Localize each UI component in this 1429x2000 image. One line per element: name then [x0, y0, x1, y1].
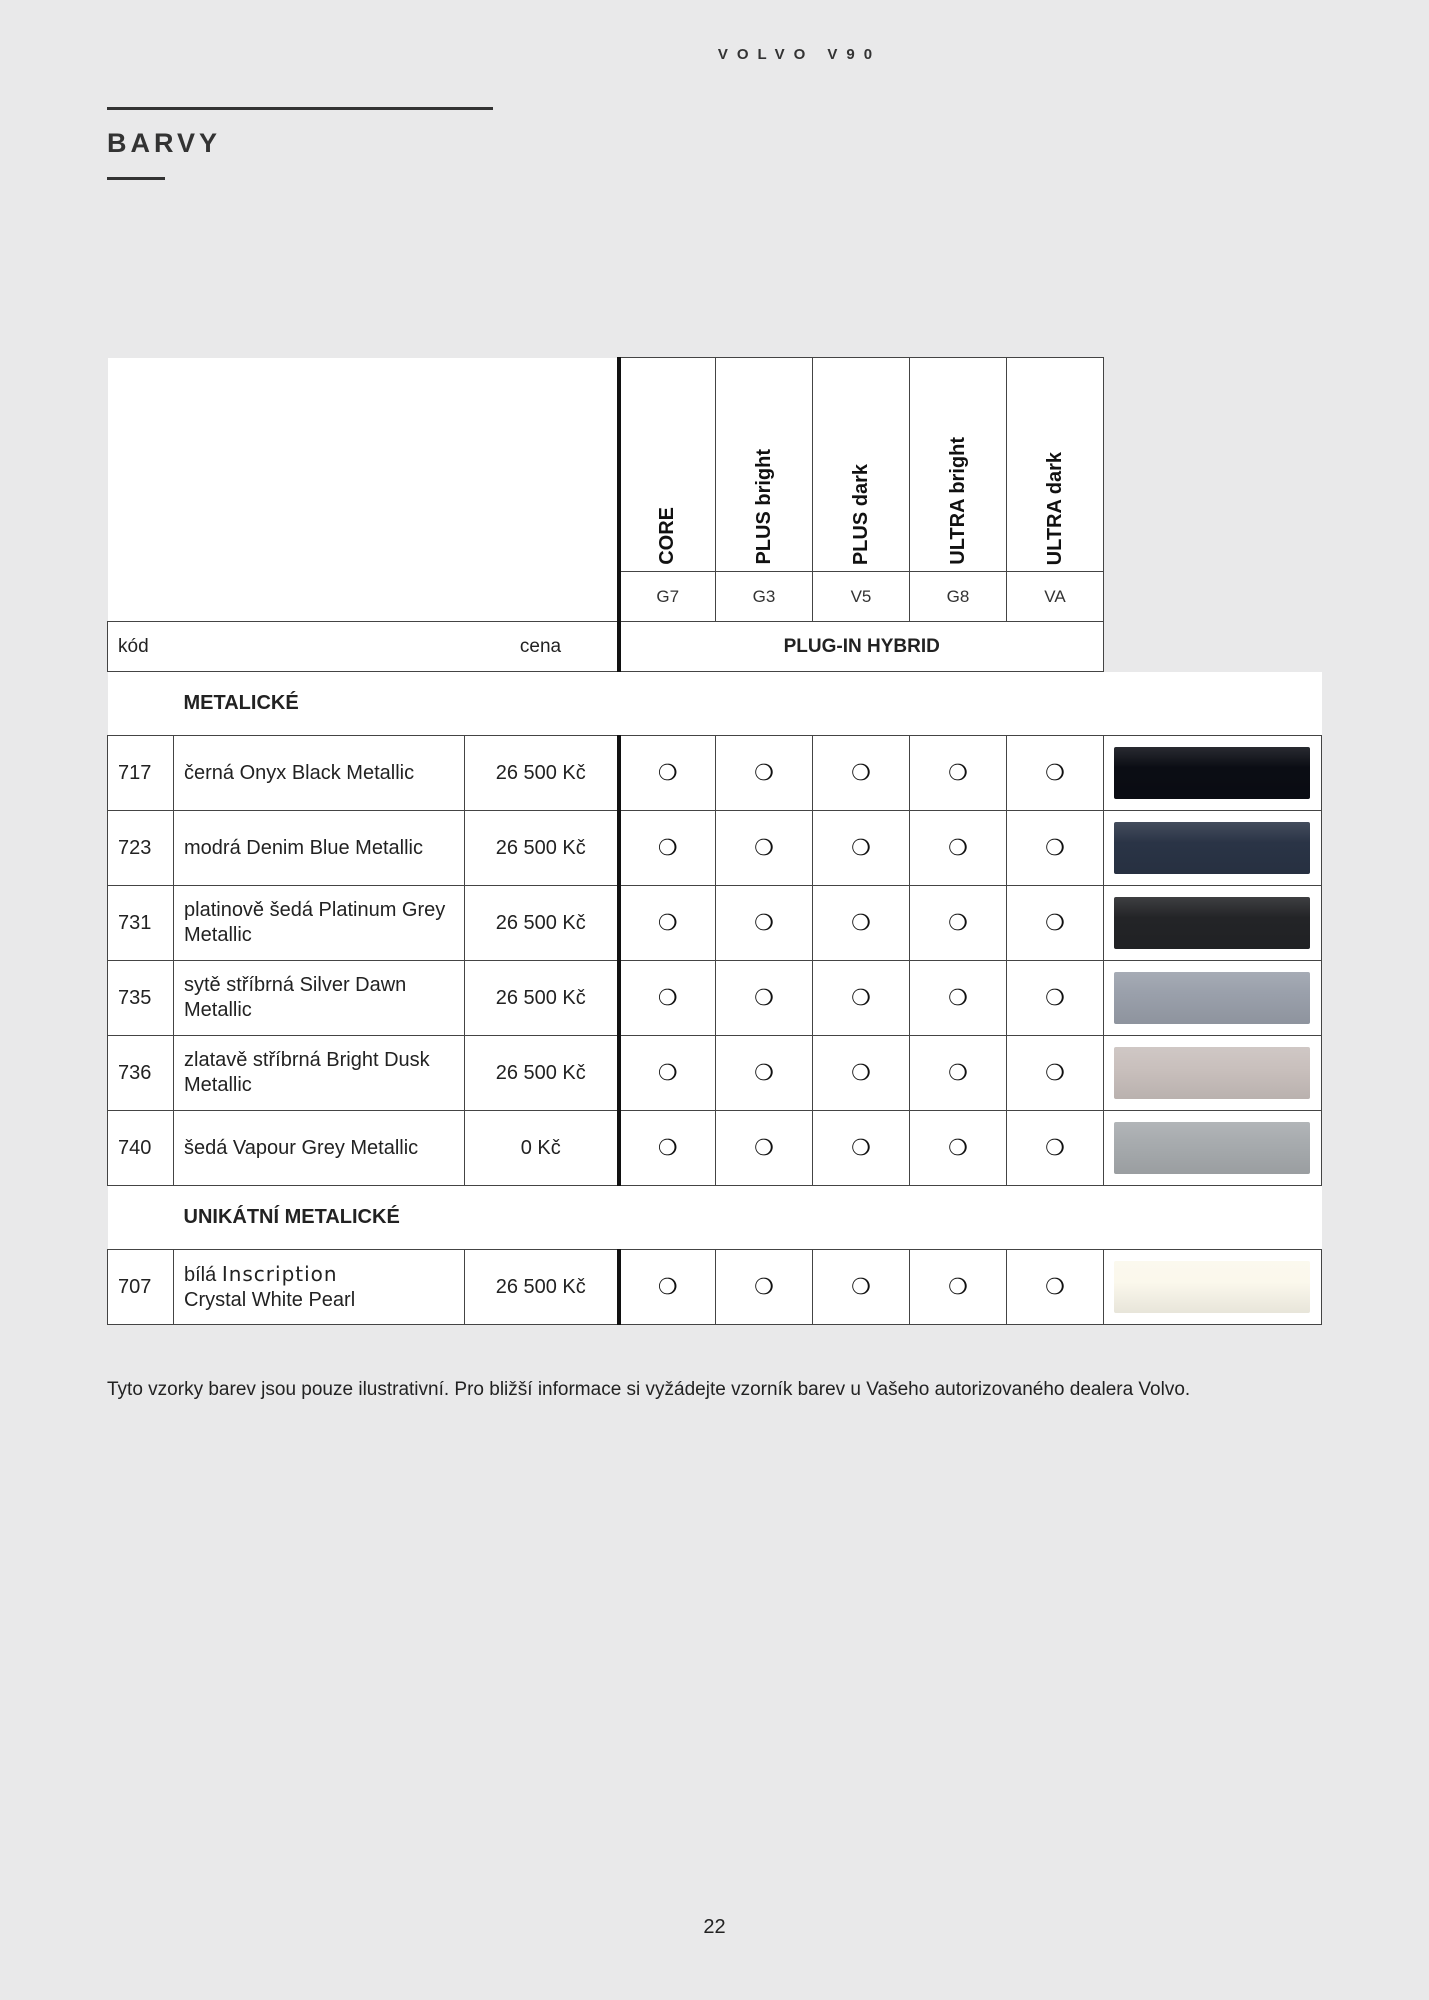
- availability-dot: ❍: [716, 1111, 813, 1186]
- trim-plus-bright: PLUS bright: [716, 358, 813, 572]
- color-name: černá Onyx Black Metallic: [174, 736, 465, 811]
- section-title: BARVY: [107, 128, 222, 158]
- group-title: UNIKÁTNÍ METALICKÉ: [174, 1186, 1322, 1250]
- trim-code: VA: [1007, 572, 1104, 622]
- color-code: 740: [108, 1111, 174, 1186]
- availability-dot: ❍: [813, 1111, 910, 1186]
- group-header-row: [108, 672, 1322, 736]
- cena-label: cena: [465, 622, 619, 672]
- availability-dot: ❍: [1007, 1036, 1104, 1111]
- color-swatch-cell: [1104, 1036, 1322, 1111]
- color-swatch: [1114, 1047, 1310, 1099]
- availability-dot: ❍: [716, 1036, 813, 1111]
- color-swatch-cell: [1104, 736, 1322, 811]
- color-row: [108, 1036, 1322, 1111]
- color-swatch: [1114, 972, 1310, 1024]
- availability-dot: ❍: [910, 1250, 1007, 1325]
- availability-dot: ❍: [619, 961, 716, 1036]
- availability-dot: ❍: [1007, 1111, 1104, 1186]
- availability-dot: ❍: [910, 961, 1007, 1036]
- availability-dot: ❍: [910, 1036, 1007, 1111]
- group-title: METALICKÉ: [174, 672, 1322, 736]
- color-swatch: [1114, 822, 1310, 874]
- kod-label: kód: [108, 622, 465, 672]
- color-name: platinově šedá Platinum Grey Metallic: [174, 886, 465, 961]
- color-swatch: [1114, 747, 1310, 799]
- color-price: 26 500 Kč: [465, 1250, 619, 1325]
- availability-dot: ❍: [619, 1036, 716, 1111]
- color-swatch-cell: [1104, 1250, 1322, 1325]
- color-price: 26 500 Kč: [465, 961, 619, 1036]
- title-underline: [107, 177, 165, 180]
- color-swatch: [1114, 1122, 1310, 1174]
- color-name: [174, 1250, 465, 1325]
- availability-dot: ❍: [813, 886, 910, 961]
- trim-core: CORE: [619, 358, 716, 572]
- color-name-prefix: bílá: [184, 1263, 217, 1286]
- color-name: modrá Denim Blue Metallic: [174, 811, 465, 886]
- availability-dot: ❍: [619, 1111, 716, 1186]
- availability-dot: ❍: [910, 811, 1007, 886]
- availability-dot: ❍: [619, 811, 716, 886]
- color-code: 707: [108, 1250, 174, 1325]
- color-swatch-cell: [1104, 811, 1322, 886]
- color-price: 26 500 Kč: [465, 1036, 619, 1111]
- availability-dot: ❍: [716, 886, 813, 961]
- color-price: 0 Kč: [465, 1111, 619, 1186]
- availability-dot: ❍: [716, 811, 813, 886]
- trim-ultra-bright: ULTRA bright: [910, 358, 1007, 572]
- color-row: [108, 1111, 1322, 1186]
- availability-dot: ❍: [910, 886, 1007, 961]
- availability-dot: ❍: [619, 1250, 716, 1325]
- color-row: [108, 736, 1322, 811]
- color-table: [107, 357, 1322, 1325]
- availability-dot: ❍: [1007, 811, 1104, 886]
- trim-ultra-dark: ULTRA dark: [1007, 358, 1104, 572]
- color-code: 717: [108, 736, 174, 811]
- color-code: 735: [108, 961, 174, 1036]
- trim-code: G7: [619, 572, 716, 622]
- availability-dot: ❍: [716, 961, 813, 1036]
- brand-header: VOLVO V90: [717, 46, 882, 63]
- color-name-rest: Crystal White Pearl: [184, 1288, 356, 1311]
- trim-code: V5: [813, 572, 910, 622]
- color-name: šedá Vapour Grey Metallic: [174, 1111, 465, 1186]
- trim-code: G3: [716, 572, 813, 622]
- powertrain-label: PLUG-IN HYBRID: [619, 622, 1104, 672]
- color-row: [108, 1250, 1322, 1325]
- availability-dot: ❍: [910, 736, 1007, 811]
- color-swatch-cell: [1104, 886, 1322, 961]
- color-swatch-cell: [1104, 1111, 1322, 1186]
- availability-dot: ❍: [1007, 961, 1104, 1036]
- header-blank: [108, 358, 619, 622]
- color-code: 731: [108, 886, 174, 961]
- availability-dot: ❍: [910, 1111, 1007, 1186]
- availability-dot: ❍: [1007, 1250, 1104, 1325]
- availability-dot: ❍: [716, 736, 813, 811]
- color-name: zlatavě stříbrná Bright Dusk Metallic: [174, 1036, 465, 1111]
- trim-code: G8: [910, 572, 1007, 622]
- availability-dot: ❍: [619, 886, 716, 961]
- top-rule: [107, 107, 493, 110]
- color-price: 26 500 Kč: [465, 736, 619, 811]
- footnote: Tyto vzorky barev jsou pouze ilustrativní. Pro bližší informace si vyžádejte vzorník barev u Vašeho autorizovaného dealera Volvo.: [107, 1379, 1191, 1400]
- group-header-row: [108, 1186, 1322, 1250]
- availability-dot: ❍: [813, 736, 910, 811]
- availability-dot: ❍: [1007, 736, 1104, 811]
- page-number: 22: [703, 1916, 726, 1938]
- availability-dot: ❍: [813, 961, 910, 1036]
- availability-dot: ❍: [716, 1250, 813, 1325]
- color-price: 26 500 Kč: [465, 811, 619, 886]
- inscription-logo: Inscription: [221, 1261, 338, 1286]
- availability-dot: ❍: [813, 1036, 910, 1111]
- color-row: [108, 811, 1322, 886]
- color-row: [108, 886, 1322, 961]
- color-name: sytě stříbrná Silver Dawn Metallic: [174, 961, 465, 1036]
- color-swatch: [1114, 897, 1310, 949]
- color-code: 723: [108, 811, 174, 886]
- color-code: 736: [108, 1036, 174, 1111]
- color-row: [108, 961, 1322, 1036]
- availability-dot: ❍: [813, 811, 910, 886]
- color-price: 26 500 Kč: [465, 886, 619, 961]
- trim-plus-dark: PLUS dark: [813, 358, 910, 572]
- availability-dot: ❍: [619, 736, 716, 811]
- color-swatch: [1114, 1261, 1310, 1313]
- availability-dot: ❍: [1007, 886, 1104, 961]
- availability-dot: ❍: [813, 1250, 910, 1325]
- color-swatch-cell: [1104, 961, 1322, 1036]
